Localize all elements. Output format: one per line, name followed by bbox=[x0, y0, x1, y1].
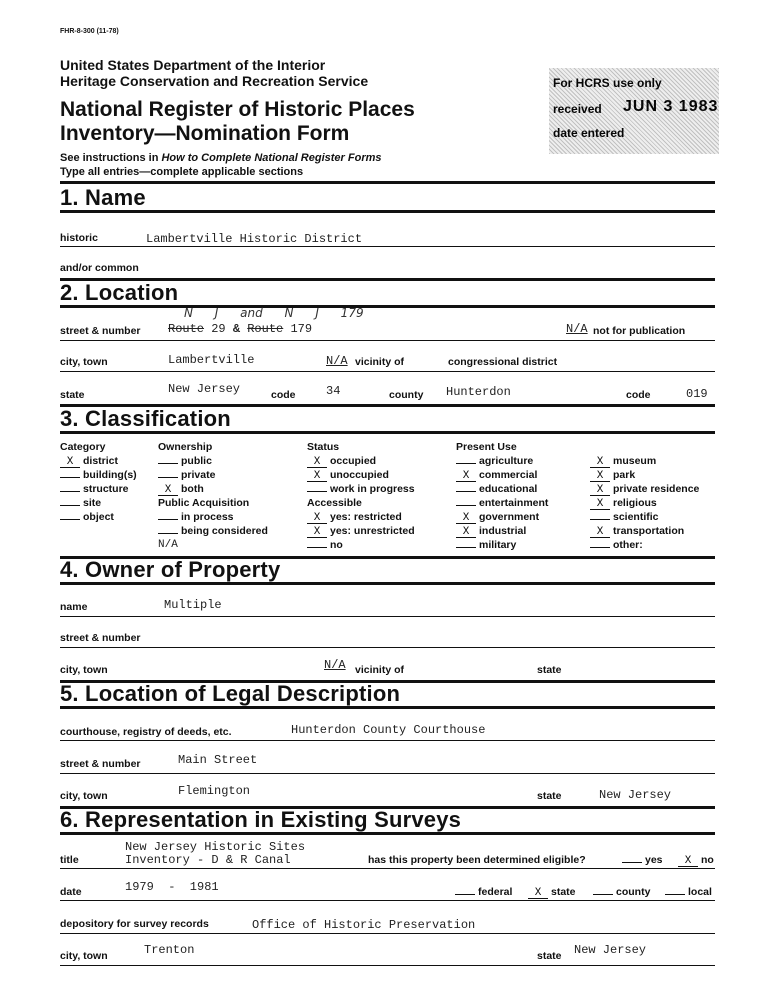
status-header: Status bbox=[307, 441, 340, 453]
survey-date-line bbox=[60, 900, 715, 901]
use-military[interactable] bbox=[456, 538, 548, 552]
courthouse-value: Hunterdon County Courthouse bbox=[291, 723, 486, 737]
accessible-header: Accessible bbox=[307, 497, 362, 509]
level-local[interactable] bbox=[665, 886, 712, 898]
section-4-bottom-rule bbox=[60, 582, 715, 585]
checkbox[interactable] bbox=[590, 547, 610, 548]
city-town-value: Lambertville bbox=[168, 353, 255, 367]
option-label: agriculture bbox=[479, 455, 534, 467]
depository-line bbox=[60, 933, 715, 934]
ownership-both[interactable] bbox=[158, 482, 268, 496]
checkbox[interactable]: X bbox=[528, 888, 548, 899]
option-label: occupied bbox=[330, 455, 377, 467]
checkbox[interactable] bbox=[622, 862, 642, 863]
status-unoccupied[interactable] bbox=[307, 468, 415, 482]
checkbox[interactable]: X bbox=[307, 457, 327, 468]
level-county[interactable] bbox=[593, 886, 650, 898]
checkbox[interactable]: X bbox=[590, 527, 610, 538]
option-label: structure bbox=[83, 483, 129, 495]
checkbox[interactable]: X bbox=[456, 513, 476, 524]
option-label: yes: unrestricted bbox=[330, 525, 415, 537]
option-label: state bbox=[551, 886, 576, 898]
survey-date-label: date bbox=[60, 886, 82, 898]
state-code-value: 34 bbox=[326, 384, 341, 398]
ownership-header: Ownership bbox=[158, 441, 213, 453]
checkbox[interactable]: X bbox=[590, 471, 610, 482]
street-number-value bbox=[168, 322, 312, 336]
checkbox[interactable]: X bbox=[590, 485, 610, 496]
checkbox[interactable]: X bbox=[456, 527, 476, 538]
checkbox[interactable]: X bbox=[590, 457, 610, 468]
owner-city-label: city, town bbox=[60, 664, 108, 676]
legal-state-label: state bbox=[537, 790, 562, 802]
not-for-publication-label: not for publication bbox=[593, 325, 686, 337]
route-number-1: 29 bbox=[211, 322, 226, 336]
checkbox[interactable] bbox=[455, 894, 475, 895]
route-number-2: 179 bbox=[290, 322, 313, 336]
stamp-received-date: JUN 3 1983 bbox=[623, 98, 719, 115]
checkbox[interactable] bbox=[60, 477, 80, 478]
owner-name-value: Multiple bbox=[164, 598, 222, 612]
ampersand: & bbox=[232, 322, 241, 336]
stamp-received-label: received bbox=[553, 102, 602, 116]
survey-date-value: 1979 - 1981 bbox=[125, 880, 219, 894]
category-structure[interactable] bbox=[60, 482, 137, 496]
use-agriculture[interactable] bbox=[456, 454, 548, 468]
status-occupied[interactable] bbox=[307, 454, 415, 468]
option-label: being considered bbox=[181, 525, 268, 537]
courthouse-label: courthouse, registry of deeds, etc. bbox=[60, 726, 232, 738]
use-transportation[interactable] bbox=[590, 524, 699, 538]
present-use-header: Present Use bbox=[456, 441, 517, 453]
checkbox[interactable]: X bbox=[307, 471, 327, 482]
use-museum[interactable] bbox=[590, 454, 699, 468]
handwritten-route-note: N J and N J 179 bbox=[184, 306, 364, 320]
instructions-line-1 bbox=[60, 152, 382, 165]
checkbox[interactable] bbox=[158, 533, 178, 534]
form-title-line-1: National Register of Historic Places bbox=[60, 98, 415, 121]
present-use-column-1 bbox=[456, 440, 548, 552]
checkbox[interactable]: X bbox=[307, 527, 327, 538]
ownership-column bbox=[158, 440, 268, 552]
category-site[interactable] bbox=[60, 496, 137, 510]
agency-line-2: Heritage Conservation and Recreation Service bbox=[60, 73, 369, 89]
county-label: county bbox=[389, 389, 424, 401]
owner-street-label: street & number bbox=[60, 632, 141, 644]
checkbox[interactable] bbox=[60, 491, 80, 492]
option-label: industrial bbox=[479, 525, 527, 537]
owner-street-line bbox=[60, 647, 715, 648]
checkbox[interactable] bbox=[456, 463, 476, 464]
survey-title-line-2: Inventory - D & R Canal bbox=[125, 853, 291, 867]
option-label: private residence bbox=[613, 483, 700, 495]
city-town-label: city, town bbox=[60, 356, 108, 368]
courthouse-line bbox=[60, 740, 715, 741]
form-number: FHR-8-300 (11-78) bbox=[60, 28, 119, 35]
option-label: private bbox=[181, 469, 216, 481]
instructions-line-2: Type all entries—complete applicable sections bbox=[60, 166, 304, 178]
instructions-title: How to Complete National Register Forms bbox=[161, 152, 382, 164]
not-for-publication-na: N/A bbox=[566, 322, 588, 336]
option-label: both bbox=[181, 483, 204, 495]
stamp-use-only: For HCRS use only bbox=[553, 76, 662, 90]
checkbox[interactable] bbox=[456, 505, 476, 506]
option-label: federal bbox=[478, 886, 513, 898]
use-educational[interactable] bbox=[456, 482, 548, 496]
checkbox[interactable] bbox=[590, 519, 610, 520]
option-label: public bbox=[181, 455, 212, 467]
checkbox[interactable]: X bbox=[590, 499, 610, 510]
owner-state-label: state bbox=[537, 664, 562, 676]
option-label: park bbox=[613, 469, 636, 481]
use-government[interactable] bbox=[456, 510, 548, 524]
option-label: district bbox=[83, 455, 119, 467]
depository-city-label: city, town bbox=[60, 950, 108, 962]
stamp-date-entered-label: date entered bbox=[553, 126, 625, 140]
historic-name: Lambertville Historic District bbox=[146, 232, 363, 246]
checkbox[interactable] bbox=[456, 491, 476, 492]
use-commercial[interactable] bbox=[456, 468, 548, 482]
county-code-value: 019 bbox=[686, 387, 708, 401]
city-line bbox=[60, 371, 715, 372]
checkbox[interactable] bbox=[307, 491, 327, 492]
ownership-public[interactable] bbox=[158, 454, 268, 468]
option-label: county bbox=[616, 886, 651, 898]
section-5-heading: 5. Location of Legal Description bbox=[60, 681, 401, 706]
checkbox[interactable] bbox=[158, 477, 178, 478]
section-1-bottom-rule bbox=[60, 210, 715, 213]
vicinity-label: vicinity of bbox=[355, 356, 405, 368]
option-label: work in progress bbox=[330, 483, 415, 495]
survey-title-line-1: New Jersey Historic Sites bbox=[125, 840, 306, 854]
hcrs-use-stamp bbox=[549, 68, 719, 154]
category-column bbox=[60, 440, 137, 524]
checkbox[interactable]: X bbox=[678, 856, 698, 867]
section-6-bottom-rule bbox=[60, 832, 715, 835]
checkbox[interactable]: X bbox=[456, 471, 476, 482]
depository-state-value: New Jersey bbox=[574, 943, 647, 957]
checkbox[interactable]: X bbox=[60, 457, 80, 468]
checkbox[interactable] bbox=[593, 894, 613, 895]
section-6-heading: 6. Representation in Existing Surveys bbox=[60, 807, 462, 832]
section-2-bottom-rule bbox=[60, 305, 715, 308]
option-label: no bbox=[701, 854, 714, 866]
category-header: Category bbox=[60, 441, 106, 453]
acquisition-being-considered[interactable] bbox=[158, 524, 268, 538]
checkbox[interactable] bbox=[158, 519, 178, 520]
use-other[interactable] bbox=[590, 538, 699, 552]
section-2-heading: 2. Location bbox=[60, 280, 179, 305]
street-line bbox=[60, 340, 715, 341]
use-entertainment[interactable] bbox=[456, 496, 548, 510]
option-label: unoccupied bbox=[330, 469, 389, 481]
struck-route-1: Route bbox=[168, 322, 205, 336]
struck-route-2: Route bbox=[247, 322, 284, 336]
level-federal[interactable] bbox=[455, 886, 512, 898]
historic-line bbox=[60, 246, 715, 247]
vicinity-na: N/A bbox=[326, 354, 348, 368]
legal-city-label: city, town bbox=[60, 790, 108, 802]
depository-state-label: state bbox=[537, 950, 562, 962]
option-label: local bbox=[688, 886, 712, 898]
agency-line-1: United States Department of the Interior bbox=[60, 57, 326, 73]
state-value: New Jersey bbox=[168, 382, 241, 396]
eligible-yes[interactable] bbox=[622, 854, 663, 866]
use-scientific[interactable] bbox=[590, 510, 699, 524]
category-object[interactable] bbox=[60, 510, 137, 524]
category-buildings[interactable] bbox=[60, 468, 137, 482]
eligible-no[interactable] bbox=[678, 854, 714, 867]
legal-street-label: street & number bbox=[60, 758, 141, 770]
acquisition-in-process[interactable] bbox=[158, 510, 268, 524]
survey-title-label: title bbox=[60, 854, 79, 866]
option-label: building(s) bbox=[83, 469, 137, 481]
status-column bbox=[307, 440, 415, 552]
county-value: Hunterdon bbox=[446, 385, 511, 399]
option-label: object bbox=[83, 511, 114, 523]
section-3-bottom-rule bbox=[60, 431, 715, 434]
option-label: no bbox=[330, 539, 343, 551]
option-label: site bbox=[83, 497, 102, 509]
ownership-private[interactable] bbox=[158, 468, 268, 482]
depository-label: depository for survey records bbox=[60, 918, 209, 930]
option-label: transportation bbox=[613, 525, 685, 537]
form-title-line-2: Inventory—Nomination Form bbox=[60, 122, 350, 145]
option-label: government bbox=[479, 511, 540, 523]
option-label: entertainment bbox=[479, 497, 549, 509]
option-label: yes bbox=[645, 854, 663, 866]
county-code-label: code bbox=[626, 389, 651, 401]
checkbox[interactable] bbox=[665, 894, 685, 895]
use-industrial[interactable] bbox=[456, 524, 548, 538]
use-park[interactable] bbox=[590, 468, 699, 482]
checkbox[interactable] bbox=[158, 463, 178, 464]
owner-vicinity-na: N/A bbox=[324, 658, 346, 672]
checkbox[interactable] bbox=[456, 547, 476, 548]
level-state[interactable] bbox=[528, 886, 576, 899]
section-4-heading: 4. Owner of Property bbox=[60, 557, 281, 582]
section-1-heading: 1. Name bbox=[60, 185, 146, 210]
present-use-column-2 bbox=[590, 454, 699, 552]
historic-label: historic bbox=[60, 232, 98, 244]
checkbox[interactable]: X bbox=[158, 485, 178, 496]
use-religious[interactable] bbox=[590, 496, 699, 510]
checkbox[interactable]: X bbox=[307, 513, 327, 524]
state-label: state bbox=[60, 389, 85, 401]
depository-city-value: Trenton bbox=[144, 943, 195, 957]
category-district[interactable] bbox=[60, 454, 137, 468]
state-code-label: code bbox=[271, 389, 296, 401]
legal-city-value: Flemington bbox=[178, 784, 251, 798]
public-acquisition-header: Public Acquisition bbox=[158, 497, 250, 509]
option-label: religious bbox=[613, 497, 657, 509]
survey-title-line bbox=[60, 868, 715, 869]
street-number-label: street & number bbox=[60, 325, 141, 337]
option-label: scientific bbox=[613, 511, 659, 523]
owner-name-line bbox=[60, 616, 715, 617]
status-work-in-progress[interactable] bbox=[307, 482, 415, 496]
owner-vicinity-label: vicinity of bbox=[355, 664, 405, 676]
accessible-restricted[interactable] bbox=[307, 510, 415, 524]
option-label: commercial bbox=[479, 469, 538, 481]
accessible-no[interactable] bbox=[307, 538, 415, 552]
eligible-label: has this property been determined eligible? bbox=[368, 854, 586, 866]
checkbox[interactable] bbox=[307, 547, 327, 548]
option-label: in process bbox=[181, 511, 234, 523]
section-3-heading: 3. Classification bbox=[60, 406, 231, 431]
option-label: museum bbox=[613, 455, 657, 467]
depository-value: Office of Historic Preservation bbox=[252, 918, 476, 932]
legal-street-value: Main Street bbox=[178, 753, 258, 767]
owner-name-label: name bbox=[60, 601, 88, 613]
acquisition-na: N/A bbox=[158, 539, 178, 551]
legal-street-line bbox=[60, 773, 715, 774]
congressional-district-label: congressional district bbox=[448, 356, 558, 368]
option-label: other: bbox=[613, 539, 643, 551]
section-5-bottom-rule bbox=[60, 706, 715, 709]
checkbox[interactable] bbox=[60, 505, 80, 506]
checkbox[interactable] bbox=[60, 519, 80, 520]
instructions-prefix: See instructions in bbox=[60, 152, 162, 164]
accessible-unrestricted[interactable] bbox=[307, 524, 415, 538]
legal-state-value: New Jersey bbox=[599, 788, 672, 802]
common-name-label: and/or common bbox=[60, 262, 139, 274]
option-label: military bbox=[479, 539, 517, 551]
option-label: yes: restricted bbox=[330, 511, 402, 523]
use-private-residence[interactable] bbox=[590, 482, 699, 496]
option-label: educational bbox=[479, 483, 538, 495]
section-1-top-rule bbox=[60, 181, 715, 184]
bottom-rule bbox=[60, 965, 715, 966]
